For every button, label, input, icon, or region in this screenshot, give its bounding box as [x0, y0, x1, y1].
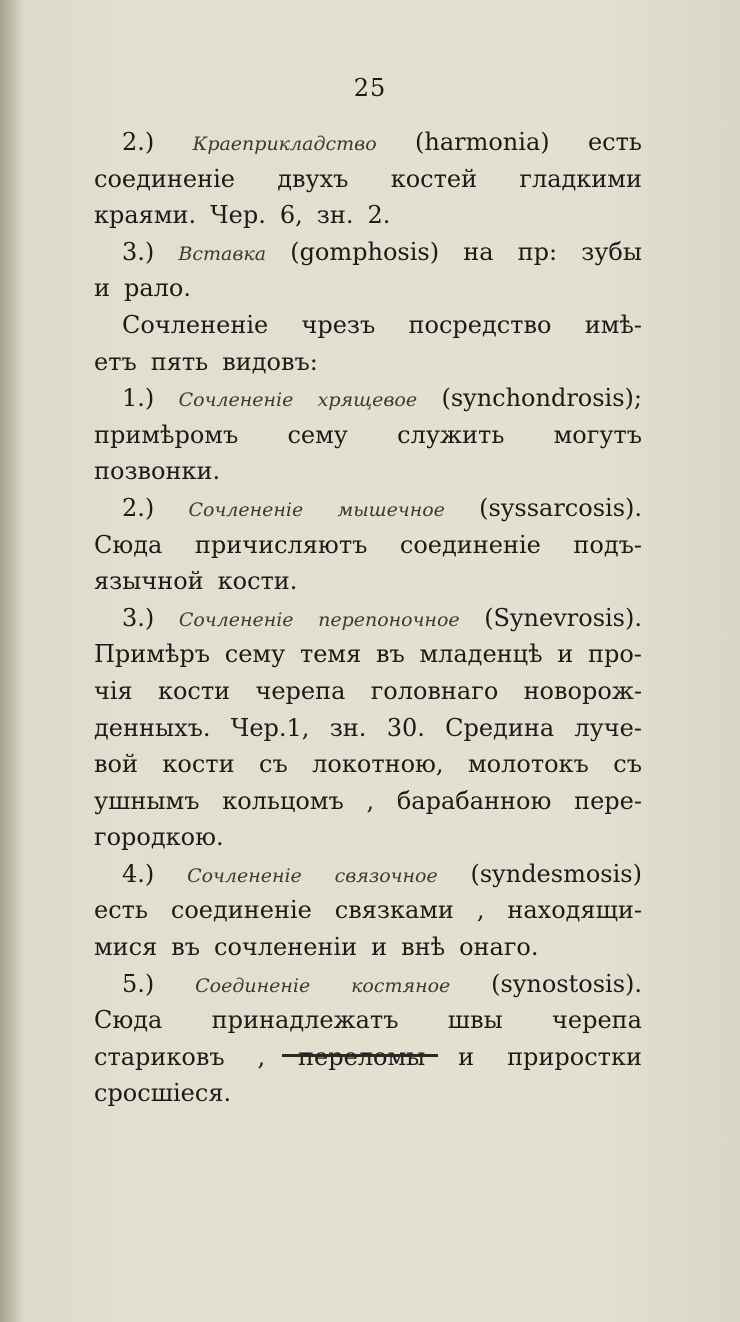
word: имѣ-	[584, 310, 642, 339]
word: онаго.	[459, 933, 539, 962]
word: приростки	[507, 1042, 642, 1071]
word: 5.)	[122, 969, 155, 998]
word: 30.	[386, 713, 425, 742]
word: пере-	[574, 786, 642, 815]
word: сросшіеся.	[94, 1079, 232, 1108]
text-line	[94, 746, 642, 783]
text-line	[94, 1075, 642, 1112]
text-line	[94, 417, 642, 454]
text-line	[94, 527, 642, 564]
word: молотокъ	[468, 750, 589, 779]
word: черепа	[552, 1006, 642, 1035]
word: зн.	[316, 201, 354, 230]
text-line	[94, 344, 642, 381]
italic-term: Вставка	[178, 242, 267, 265]
word: 2.)	[122, 493, 155, 522]
word: гладкими	[519, 164, 642, 193]
word: (harmonia)	[415, 128, 550, 156]
italic-term: хрящевое	[317, 389, 418, 412]
word: Сочлененіе	[122, 310, 269, 339]
word: вой	[94, 750, 138, 779]
word: съ	[613, 750, 642, 779]
page-number: 25	[353, 74, 387, 102]
word: язычной	[94, 567, 204, 596]
word: денныхъ.	[94, 713, 211, 742]
word: швы	[447, 1006, 503, 1035]
text-line	[94, 856, 642, 893]
italic-term: Сочлененіе	[188, 498, 304, 521]
text-line	[94, 124, 642, 161]
word: сему	[287, 420, 348, 449]
italic-term: Сочлененіе	[187, 864, 302, 887]
word: и	[94, 274, 110, 303]
word: 2.)	[122, 128, 155, 156]
word: соединеніе	[399, 530, 541, 559]
body-text	[94, 124, 642, 1112]
word: 4.)	[122, 859, 155, 888]
text-line	[94, 892, 642, 929]
word: (syssarcosis).	[479, 493, 642, 522]
word: зубы	[581, 237, 642, 266]
word: чрезъ	[301, 310, 376, 339]
italic-term: Соединеніе	[195, 974, 311, 997]
word: 2.	[367, 201, 391, 230]
text-line	[94, 819, 642, 856]
word: локотною,	[312, 750, 444, 779]
word: темя	[299, 640, 362, 669]
text-line	[94, 966, 642, 1003]
word: посредство	[408, 310, 552, 339]
word: ,	[476, 896, 485, 925]
word: причисляютъ	[194, 530, 368, 559]
italic-term: Краеприкладство	[192, 133, 377, 155]
text-line	[94, 490, 642, 527]
text-line	[94, 453, 642, 490]
word: чія	[94, 676, 133, 705]
italic-term: мышечное	[337, 498, 445, 521]
text-line	[94, 234, 642, 271]
word: и	[458, 1042, 475, 1071]
word: 3.)	[122, 603, 155, 632]
word: въ	[375, 640, 405, 669]
word: Чер.1,	[230, 713, 310, 742]
word: краями.	[94, 201, 197, 230]
word: мися	[94, 933, 158, 962]
word: зн.	[329, 713, 367, 742]
word: 3.)	[122, 237, 155, 266]
word: Средина	[445, 713, 555, 742]
word: и	[371, 933, 388, 962]
text-line	[94, 563, 642, 600]
word: етъ	[94, 347, 137, 376]
word: связками	[334, 896, 454, 925]
word: кости	[162, 750, 235, 779]
word: пр:	[517, 237, 558, 266]
word: Чер.	[210, 201, 266, 230]
word: примѣромъ	[94, 420, 239, 449]
word: Примѣръ	[94, 640, 211, 669]
word: находящи-	[507, 896, 642, 925]
word: принадлежатъ	[211, 1006, 399, 1035]
word: черепа	[255, 676, 346, 705]
word: Сюда	[94, 1006, 163, 1035]
text-line	[94, 710, 642, 747]
text-line	[94, 270, 642, 307]
word: новорож-	[523, 676, 642, 705]
text-line	[94, 197, 642, 234]
word: младенцѣ	[419, 640, 543, 669]
word: костей	[390, 164, 478, 193]
word: 1.)	[122, 384, 155, 413]
word: Сюда	[94, 530, 163, 559]
word: ,	[257, 1042, 266, 1071]
italic-term: перепоночное	[318, 608, 460, 631]
word: съ	[259, 750, 288, 779]
word: внѣ	[401, 933, 446, 962]
text-line	[94, 307, 642, 344]
word: сему	[224, 640, 286, 669]
text-line	[94, 161, 642, 198]
text-line	[94, 380, 642, 417]
word: (gomphosis)	[290, 237, 440, 266]
word: сочлененіи	[214, 933, 358, 962]
italic-term: связочное	[334, 864, 438, 887]
text-line	[94, 929, 642, 966]
word: про-	[588, 640, 642, 669]
word: кости	[157, 676, 231, 705]
word: есть	[94, 896, 148, 925]
word: служить	[397, 420, 505, 449]
italic-term: Сочлененіе	[178, 389, 294, 412]
text-line	[94, 636, 642, 673]
word: соединеніе	[170, 896, 312, 925]
word: кости.	[217, 567, 298, 596]
word: 6,	[279, 201, 303, 230]
word: переломы	[298, 1042, 426, 1071]
word: луче-	[574, 713, 642, 742]
word: (Synevrosis).	[484, 603, 642, 632]
word: кольцомъ	[222, 786, 344, 815]
word: (synchondrosis);	[441, 384, 642, 413]
word: стариковъ	[94, 1042, 225, 1071]
word: могутъ	[553, 420, 642, 449]
word: на	[463, 237, 494, 266]
word: есть	[587, 128, 642, 156]
word: (syndesmosis)	[470, 859, 642, 888]
word: позвонки.	[94, 457, 221, 486]
word: барабанною	[396, 786, 552, 815]
text-line	[94, 783, 642, 820]
word: городкою.	[94, 823, 224, 852]
binding-gutter-shadow	[0, 0, 22, 1322]
word: рало.	[124, 274, 191, 303]
italic-term: Сочлененіе	[178, 608, 294, 631]
text-line	[94, 600, 642, 637]
italic-term: костяное	[351, 974, 451, 997]
word: головнаго	[370, 676, 499, 705]
word: видовъ:	[222, 347, 318, 376]
word: соединеніе	[94, 164, 235, 193]
text-line	[94, 1039, 642, 1076]
word: и	[557, 640, 574, 669]
word: въ	[171, 933, 201, 962]
word: пять	[150, 347, 209, 376]
word: (synostosis).	[491, 969, 642, 998]
word: подъ-	[573, 530, 642, 559]
word: ,	[366, 786, 375, 815]
text-line	[94, 1002, 642, 1039]
word: двухъ	[277, 164, 349, 193]
text-line	[94, 673, 642, 710]
word: ушнымъ	[94, 786, 200, 815]
section-end-rule	[282, 1054, 438, 1057]
